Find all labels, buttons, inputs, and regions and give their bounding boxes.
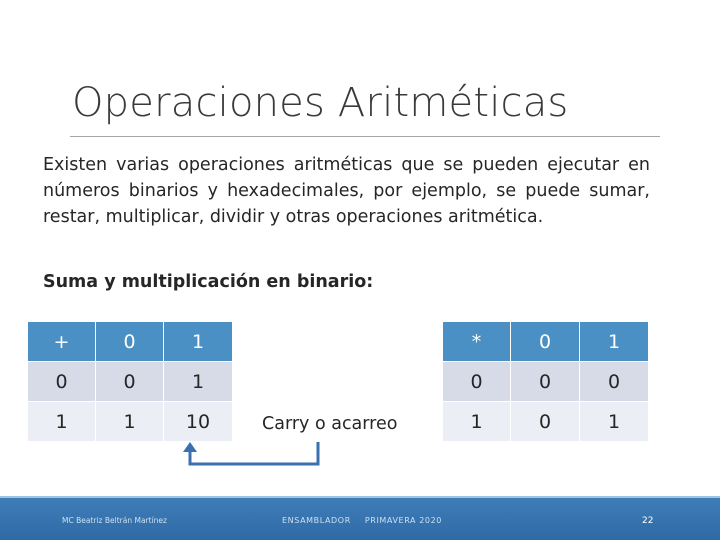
footer-term: PRIMAVERA 2020 [364, 516, 443, 525]
table-row [28, 362, 233, 402]
table-cell: 1 [580, 322, 649, 362]
table-row [443, 322, 649, 362]
carry-label: Carry o acarreo [262, 414, 398, 434]
table-cell: 1 [28, 402, 96, 442]
table-cell: 0 [96, 362, 164, 402]
table-cell: 0 [580, 362, 649, 402]
table-row [443, 402, 649, 442]
binary-sum-table [27, 321, 233, 442]
table-cell: 0 [96, 322, 164, 362]
footer-author: MC Beatriz Beltrán Martínez [62, 516, 167, 525]
slide-title: Operaciones Aritméticas [72, 80, 569, 126]
table-cell: 1 [580, 402, 649, 442]
intro-paragraph: Existen varias operaciones aritméticas que se pueden ejecutar en números binarios y hexadecimales, por ejemplo, se puede sumar, restar, multiplicar, dividir y otras operaciones aritmética. [43, 155, 650, 227]
binary-multiplication-table [442, 321, 649, 442]
table-row [443, 362, 649, 402]
page-number: 22 [642, 516, 654, 526]
section-subheading: Suma y multiplicación en binario: [43, 272, 374, 292]
table-cell: 0 [443, 362, 511, 402]
table-cell: 0 [511, 402, 580, 442]
footer-course: ENSAMBLADOR [282, 516, 351, 525]
carry-arrow-icon [180, 442, 330, 472]
table-cell: + [28, 322, 96, 362]
table-cell: 0 [28, 362, 96, 402]
table-cell: 1 [164, 322, 233, 362]
table-cell: 1 [96, 402, 164, 442]
table-cell: 0 [511, 322, 580, 362]
table-cell: 1 [443, 402, 511, 442]
title-divider [70, 136, 660, 137]
table-cell: 1 [164, 362, 233, 402]
footer-course-info [282, 516, 442, 525]
table-cell: * [443, 322, 511, 362]
table-cell: 10 [164, 402, 233, 442]
table-row [28, 402, 233, 442]
table-cell: 0 [511, 362, 580, 402]
table-row [28, 322, 233, 362]
